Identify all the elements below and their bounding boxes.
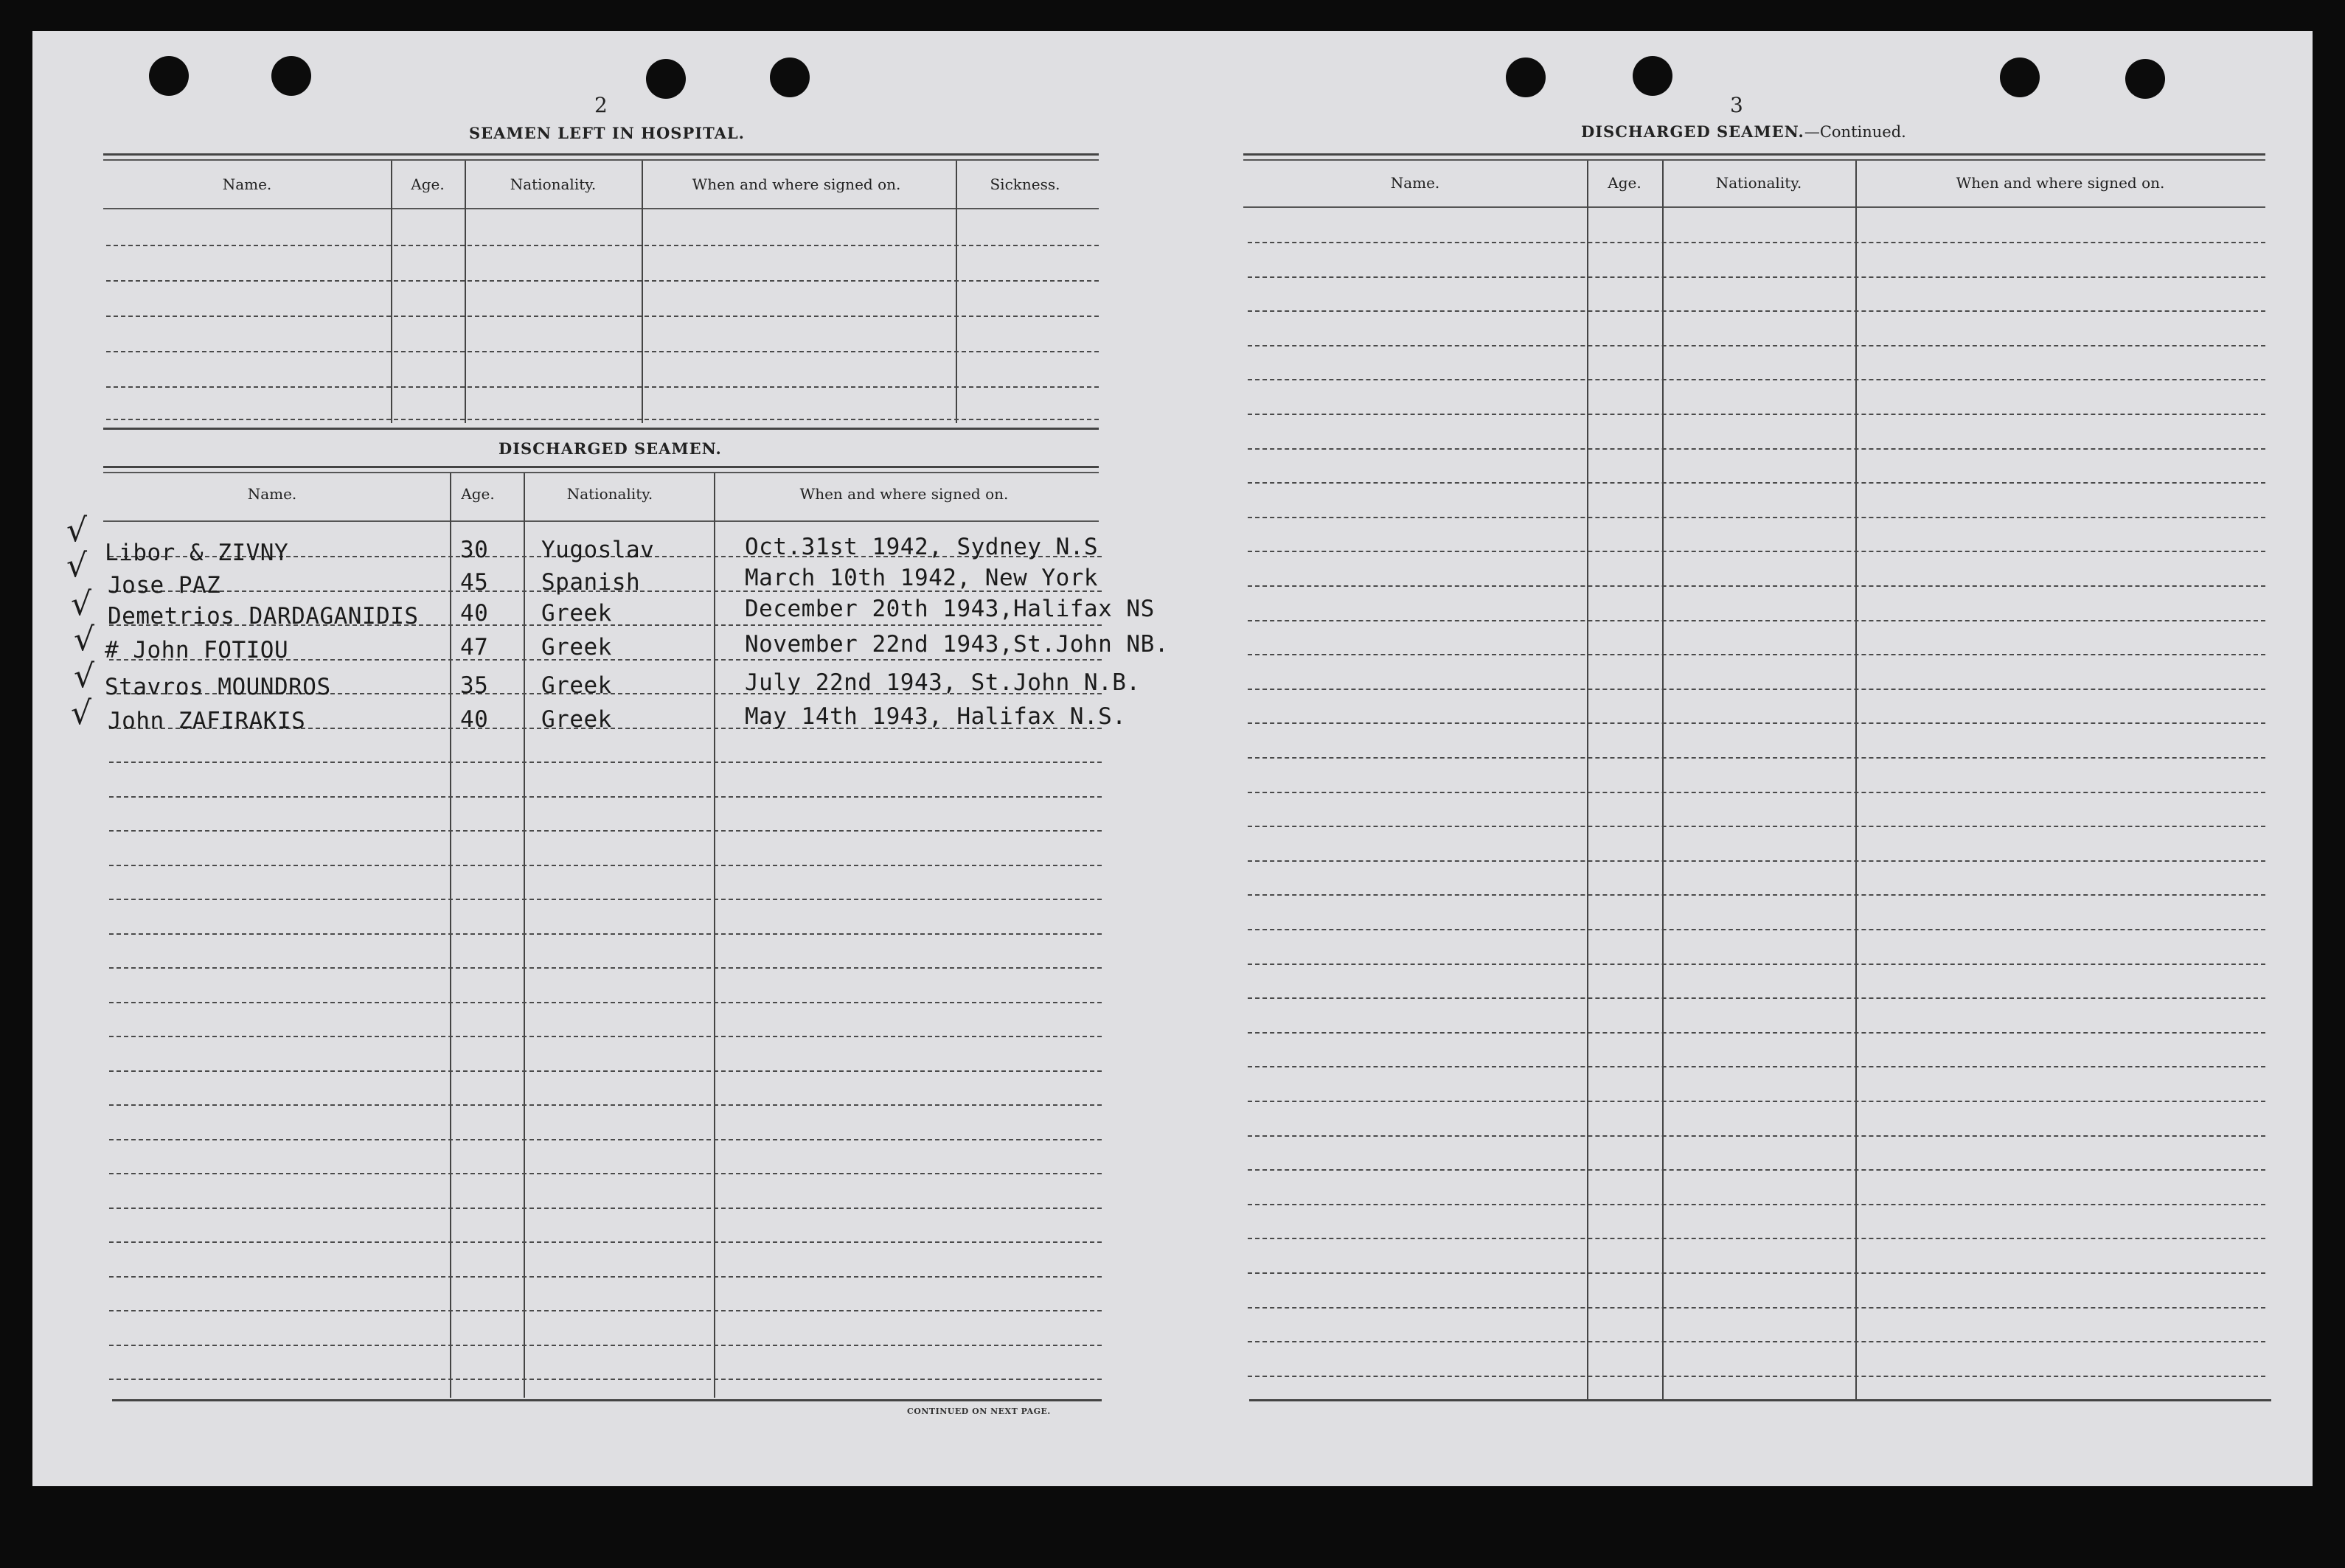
entry-name: John ZAFIRAKIS xyxy=(108,708,306,734)
blank-line xyxy=(1248,276,2265,278)
entry-age: 40 xyxy=(460,600,489,627)
hospital-header-sickness: Sickness. xyxy=(990,175,1060,193)
column-divider xyxy=(524,473,525,1398)
entry-name: # John FOTIOU xyxy=(105,637,289,663)
continued-title-main: DISCHARGED SEAMEN. xyxy=(1581,122,1804,141)
discharged-header-nationality: Nationality. xyxy=(566,485,653,503)
discharged-header-name: Name. xyxy=(247,485,297,503)
entry-nationality: Greek xyxy=(541,600,612,627)
blank-line xyxy=(1248,414,2265,415)
blank-line xyxy=(109,1379,1102,1380)
blank-line xyxy=(1248,517,2265,518)
entry-name: Demetrios DARDAGANIDIS xyxy=(108,603,419,630)
hospital-section-title: SEAMEN LEFT IN HOSPITAL. xyxy=(469,124,745,142)
check-mark-icon: √ xyxy=(66,512,88,549)
blank-line xyxy=(1248,310,2265,312)
blank-line xyxy=(106,280,1099,282)
blank-line xyxy=(106,351,1099,352)
hospital-header-name: Name. xyxy=(222,175,272,193)
divider xyxy=(103,472,1099,473)
blank-line xyxy=(1248,1032,2265,1034)
blank-line xyxy=(1248,1169,2265,1171)
entry-name: Stavros MOUNDROS xyxy=(105,674,331,700)
column-divider xyxy=(1587,161,1588,1399)
divider xyxy=(1249,1399,2271,1401)
blank-line xyxy=(1248,551,2265,552)
header-underline xyxy=(1243,206,2265,208)
divider xyxy=(103,466,1099,468)
blank-line xyxy=(109,1241,1102,1243)
blank-line xyxy=(1248,826,2265,827)
punch-hole xyxy=(646,59,686,99)
blank-line xyxy=(1248,792,2265,793)
blank-line xyxy=(1248,1238,2265,1239)
blank-line xyxy=(1248,1341,2265,1342)
blank-line xyxy=(1248,482,2265,484)
blank-line xyxy=(1248,722,2265,724)
blank-line xyxy=(109,1276,1102,1278)
continued-header-age: Age. xyxy=(1608,174,1642,192)
blank-line xyxy=(109,1036,1102,1037)
blank-line xyxy=(109,796,1102,798)
blank-line xyxy=(1248,1307,2265,1309)
column-divider xyxy=(1855,161,1857,1399)
entry-signed-on: July 22nd 1943, St.John N.B. xyxy=(745,669,1141,696)
blank-line xyxy=(1248,620,2265,621)
check-mark-icon: √ xyxy=(74,658,95,695)
discharged-header-signed-on: When and where signed on. xyxy=(799,485,1009,503)
continued-header-signed-on: When and where signed on. xyxy=(1956,174,2165,192)
blank-line xyxy=(1248,1135,2265,1137)
entry-signed-on: May 14th 1943, Halifax N.S. xyxy=(745,703,1127,730)
entry-age: 47 xyxy=(460,634,489,661)
blank-line xyxy=(109,865,1102,866)
continued-title-suffix: —Continued. xyxy=(1804,123,1906,141)
column-divider xyxy=(642,161,643,423)
continued-note: CONTINUED ON NEXT PAGE. xyxy=(907,1407,1051,1416)
continued-header-name: Name. xyxy=(1390,174,1440,192)
blank-line xyxy=(1248,1066,2265,1067)
punch-hole xyxy=(149,56,189,96)
divider xyxy=(103,153,1099,156)
divider xyxy=(103,428,1099,430)
blank-line xyxy=(109,1173,1102,1174)
blank-line xyxy=(1248,345,2265,346)
blank-line xyxy=(109,830,1102,832)
entry-signed-on: December 20th 1943,Halifax NS xyxy=(745,596,1155,622)
hospital-header-age: Age. xyxy=(411,175,445,193)
entry-signed-on: March 10th 1942, New York xyxy=(745,565,1099,591)
header-underline xyxy=(103,208,1099,209)
blank-line xyxy=(1248,689,2265,690)
hospital-header-nationality: Nationality. xyxy=(510,175,597,193)
blank-line xyxy=(106,245,1099,246)
entry-nationality: Yugoslav xyxy=(541,537,655,563)
check-mark-icon: √ xyxy=(66,547,88,585)
blank-line xyxy=(106,386,1099,388)
punch-hole xyxy=(1506,58,1546,97)
blank-line xyxy=(1248,1101,2265,1102)
blank-line xyxy=(1248,997,2265,999)
entry-age: 40 xyxy=(460,706,489,733)
blank-line xyxy=(109,1139,1102,1140)
divider xyxy=(1243,153,2265,156)
blank-line xyxy=(1248,1272,2265,1274)
column-divider xyxy=(956,161,957,423)
continued-header-nationality: Nationality. xyxy=(1715,174,1802,192)
page-number-left: 2 xyxy=(594,93,608,117)
continued-section-title xyxy=(1581,122,1906,141)
column-divider xyxy=(450,473,451,1398)
check-mark-icon: √ xyxy=(71,585,92,623)
blank-line xyxy=(109,762,1102,763)
entry-signed-on: Oct.31st 1942, Sydney N.S xyxy=(745,534,1099,560)
check-mark-icon: √ xyxy=(74,621,95,658)
blank-line xyxy=(109,1002,1102,1003)
blank-line xyxy=(1248,757,2265,759)
blank-line xyxy=(109,933,1102,935)
blank-line xyxy=(1248,1376,2265,1377)
blank-line xyxy=(1248,585,2265,587)
entry-name: Libor & ZIVNY xyxy=(105,540,289,566)
column-divider xyxy=(465,161,466,423)
divider xyxy=(103,159,1099,161)
entry-name: Jose PAZ xyxy=(108,572,221,599)
divider xyxy=(112,1399,1102,1401)
blank-line xyxy=(109,1345,1102,1346)
entry-age: 30 xyxy=(460,537,489,563)
divider xyxy=(1243,159,2265,161)
column-divider xyxy=(1662,161,1664,1399)
document-page xyxy=(32,31,2313,1486)
hospital-header-signed-on: When and where signed on. xyxy=(692,175,901,193)
blank-line xyxy=(109,1310,1102,1311)
entry-age: 45 xyxy=(460,569,489,596)
blank-line xyxy=(106,419,1099,420)
punch-hole xyxy=(1633,56,1672,96)
punch-hole xyxy=(271,56,311,96)
entry-nationality: Greek xyxy=(541,672,612,699)
page-number-right: 3 xyxy=(1730,93,1743,117)
entry-signed-on: November 22nd 1943,St.John NB. xyxy=(745,631,1169,658)
blank-line xyxy=(109,1104,1102,1106)
entry-nationality: Greek xyxy=(541,706,612,733)
punch-hole xyxy=(2125,59,2165,99)
blank-line xyxy=(106,316,1099,317)
blank-line xyxy=(109,1070,1102,1072)
entry-age: 35 xyxy=(460,672,489,699)
blank-line xyxy=(109,967,1102,969)
check-mark-icon: √ xyxy=(71,694,92,732)
blank-line xyxy=(1248,654,2265,655)
blank-line xyxy=(1248,860,2265,862)
discharged-section-title: DISCHARGED SEAMEN. xyxy=(498,439,722,458)
blank-line xyxy=(109,899,1102,900)
punch-hole xyxy=(2000,58,2040,97)
entry-nationality: Spanish xyxy=(541,569,641,596)
column-divider xyxy=(391,161,392,423)
blank-line xyxy=(1248,379,2265,380)
discharged-header-age: Age. xyxy=(461,485,495,503)
blank-line xyxy=(1248,448,2265,450)
blank-line xyxy=(1248,894,2265,896)
blank-line xyxy=(1248,242,2265,243)
header-underline xyxy=(103,520,1099,522)
punch-hole xyxy=(770,58,810,97)
blank-line xyxy=(1248,964,2265,965)
blank-line xyxy=(1248,929,2265,930)
blank-line xyxy=(109,1208,1102,1209)
column-divider xyxy=(714,473,715,1398)
entry-nationality: Greek xyxy=(541,634,612,661)
blank-line xyxy=(1248,1204,2265,1205)
